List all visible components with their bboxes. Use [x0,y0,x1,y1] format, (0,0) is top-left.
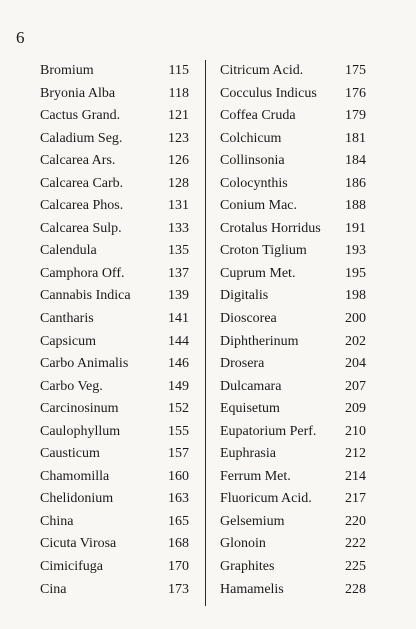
entry-page-number: 160 [168,468,189,484]
index-entry [40,535,189,558]
index-entry [40,265,189,288]
entry-name: Equisetum [220,401,280,417]
index-entry [40,152,189,175]
entry-name: Collinsonia [220,153,285,169]
entry-name: Cantharis [40,311,94,327]
index-entry [40,423,189,446]
index-entry [40,333,189,356]
index-entry [220,310,366,333]
index-entry [40,355,189,378]
index-entry [40,220,189,243]
index-entry [220,423,366,446]
index-entry [220,220,366,243]
index-entry [220,378,366,401]
index-entry [40,197,189,220]
entry-name: Gelsemium [220,513,285,529]
index-entry [40,175,189,198]
entry-page-number: 212 [345,446,366,462]
entry-name: Caladium Seg. [40,130,123,146]
entry-name: Cimicifuga [40,559,103,575]
entry-name: Cina [40,581,67,597]
index-entry [220,287,366,310]
entry-name: Coffea Cruda [220,108,296,124]
index-entry [220,107,366,130]
page-number: 6 [16,28,25,47]
left-index-column [40,62,189,603]
index-entry [220,333,366,356]
entry-page-number: 175 [345,63,366,78]
index-entry [220,445,366,468]
entry-page-number: 184 [345,153,366,169]
entry-page-number: 210 [345,423,366,439]
entry-name: Hamamelis [220,581,284,597]
index-entry [220,62,366,85]
index-entry [40,558,189,581]
entry-name: Calcarea Phos. [40,198,124,214]
entry-page-number: 204 [345,356,366,372]
entry-page-number: 228 [345,581,366,597]
entry-name: Camphora Off. [40,265,125,281]
entry-page-number: 222 [345,536,366,552]
entry-name: Colchicum [220,130,282,146]
index-entry [220,581,366,604]
entry-name: Calcarea Carb. [40,175,124,191]
entry-page-number: 137 [168,265,189,281]
entry-page-number: 163 [168,491,189,507]
entry-page-number: 195 [345,265,366,281]
entry-page-number: 202 [345,333,366,349]
index-entry [220,400,366,423]
index-entry [40,468,189,491]
entry-name: Causticum [40,446,100,462]
entry-page-number: 146 [168,356,189,372]
entry-page-number: 207 [345,378,366,394]
entry-page-number: 193 [345,243,366,259]
index-entry [220,265,366,288]
index-entry [220,242,366,265]
entry-name: Conium Mac. [220,198,297,214]
entry-name: Eupatorium Perf. [220,423,317,439]
entry-page-number: 144 [168,333,189,349]
entry-page-number: 176 [345,85,366,101]
index-entry [40,400,189,423]
index-entry [220,558,366,581]
entry-page-number: 128 [168,175,189,191]
index-entry [220,535,366,558]
index-entry [40,242,189,265]
entry-page-number: 186 [345,175,366,191]
entry-name: Bromium [40,63,94,78]
entry-page-number: 217 [345,491,366,507]
entry-page-number: 152 [168,401,189,417]
entry-name: Calendula [40,243,97,259]
entry-name: Chamomilla [40,468,110,484]
entry-page-number: 179 [345,108,366,124]
entry-page-number: 225 [345,559,366,575]
entry-name: Graphites [220,559,275,575]
right-index-column [220,62,366,603]
entry-name: China [40,513,74,529]
entry-page-number: 121 [168,108,189,124]
entry-page-number: 168 [168,536,189,552]
entry-page-number: 139 [168,288,189,304]
entry-page-number: 200 [345,311,366,327]
entry-name: Diphtherinum [220,333,299,349]
index-entry [40,62,189,85]
entry-name: Capsicum [40,333,96,349]
entry-page-number: 157 [168,446,189,462]
entry-name: Croton Tiglium [220,243,307,259]
entry-name: Citricum Acid. [220,63,304,78]
index-entry [40,287,189,310]
entry-page-number: 149 [168,378,189,394]
index-entry [220,85,366,108]
index-entry [40,85,189,108]
entry-page-number: 123 [168,130,189,146]
entry-name: Calcarea Ars. [40,153,116,169]
index-entry [220,152,366,175]
entry-name: Chelidonium [40,491,114,507]
entry-page-number: 209 [345,401,366,417]
entry-name: Cicuta Virosa [40,536,117,552]
index-entry [220,490,366,513]
entry-page-number: 135 [168,243,189,259]
index-entry [40,581,189,604]
entry-page-number: 115 [168,63,189,78]
index-entry [40,130,189,153]
entry-page-number: 141 [168,311,189,327]
entry-page-number: 220 [345,513,366,529]
column-divider [205,60,206,606]
entry-page-number: 118 [168,85,189,101]
index-entry [40,445,189,468]
entry-name: Cannabis Indica [40,288,131,304]
index-entry [220,197,366,220]
entry-page-number: 181 [345,130,366,146]
entry-name: Carcinosinum [40,401,119,417]
entry-name: Bryonia Alba [40,85,116,101]
entry-name: Ferrum Met. [220,468,291,484]
index-entry [220,513,366,536]
entry-page-number: 133 [168,220,189,236]
entry-page-number: 198 [345,288,366,304]
entry-name: Drosera [220,356,265,372]
entry-page-number: 173 [168,581,189,597]
index-entry [40,490,189,513]
entry-page-number: 126 [168,153,189,169]
entry-name: Euphrasia [220,446,276,462]
entry-name: Cocculus Indicus [220,85,317,101]
index-entry [220,175,366,198]
entry-name: Caulophyllum [40,423,121,439]
entry-page-number: 214 [345,468,366,484]
entry-name: Digitalis [220,288,269,304]
entry-name: Cuprum Met. [220,265,296,281]
entry-name: Fluoricum Acid. [220,491,312,507]
entry-name: Colocynthis [220,175,288,191]
entry-page-number: 155 [168,423,189,439]
entry-page-number: 188 [345,198,366,214]
index-entry [40,107,189,130]
entry-name: Glonoin [220,536,266,552]
entry-name: Carbo Veg. [40,378,103,394]
entry-name: Carbo Animalis [40,356,129,372]
entry-page-number: 191 [345,220,366,236]
entry-name: Cactus Grand. [40,108,121,124]
entry-name: Crotalus Horridus [220,220,321,236]
index-entry [220,130,366,153]
index-entry [40,513,189,536]
entry-page-number: 165 [168,513,189,529]
index-entry [220,355,366,378]
entry-name: Dioscorea [220,311,277,327]
index-entry [40,310,189,333]
entry-name: Dulcamara [220,378,282,394]
index-entry [40,378,189,401]
entry-name: Calcarea Sulp. [40,220,122,236]
entry-page-number: 170 [168,559,189,575]
entry-page-number: 131 [168,198,189,214]
index-entry [220,468,366,491]
